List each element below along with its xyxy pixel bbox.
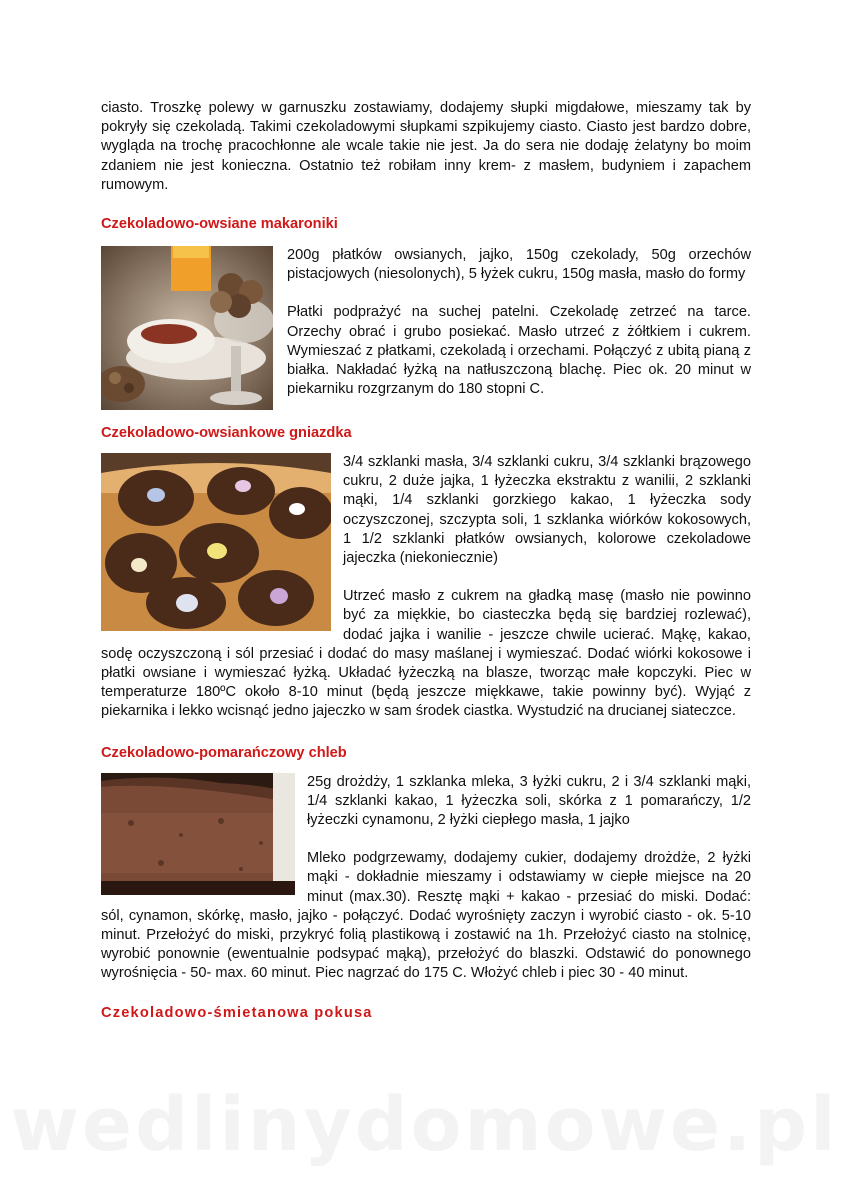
recipe-method: Utrzeć masło z cukrem na gładką masę (masło nie powinno być za miękkie, bo ciasteczka będą się bardziej rozlewać), dodać jajka i wanilie - jeszcze chwile ucierać. Mąkę, kakao, sodę oczyszczoną i sól przesiać i dodać do masy maślanej i wymieszać. Dodać wiórki kokosowe i płatki owsiane i wymieszać łyżką. Układać łyżeczką na blasze, tworząc małe kopczyki. Piec w temperaturze 180ºC około 8-10 minut (będą jeszcze miękkawe, takie powinny być). Wyjąć z piekarnika i lekko wcisnąć jedno jajeczko w sam środek ciastka. Wystudzić na drucianej siateczce. bbox=[101, 588, 751, 720]
recipe-section bbox=[101, 215, 751, 410]
nests-cookies-photo bbox=[101, 453, 331, 631]
intro-paragraph: ciasto. Troszkę polewy w garnuszku zostawiamy, dodajemy słupki migdałowe, mieszamy tak by pokryły się czekoladą. Takimi czekoladowymi słupkami szpikujemy ciasto. Ciasto jest bardzo dobre, wygląda na trochę pracochłonne ale wcale takie nie jest. Ja do sera nie dodaję żelatyny bo moim zdaniem nie jest konieczna. Ostatnio też robiłam inny krem- z masłem, budyniem i zapachem rumowym. bbox=[101, 100, 751, 193]
recipe-ingredients: 25g drożdży, 1 szklanka mleka, 3 łyżki cukru, 2 i 3/4 szklanki mąki, 1/4 szklanki kakao, 1 łyżeczka soli, skórka z 1 pomarańczy, 1/2 łyżeczki cynamonu, 2 łyżki ciepłego masła, 1 jajko bbox=[307, 773, 751, 829]
recipe-ingredients: 200g płatków owsianych, jajko, 150g czekolady, 50g orzechów pistacjowych (niesolonych), 5 łyżek cukru, 150g masła, masło do formy bbox=[287, 247, 751, 283]
recipe-section bbox=[101, 1004, 751, 1023]
recipe-section bbox=[101, 424, 751, 722]
document-page bbox=[101, 99, 751, 1023]
recipe-method: Mleko podgrzewamy, dodajemy cukier, dodajemy drożdże, 2 łyżki mąki - dokładnie mieszamy i odstawiamy w ciepłe miejsce na 20 minut (max.30). Resztę mąki + kakao - przesiać do miski. Dodać: sól, cynamon, skórkę, masło, jajko - połączyć. Dodać wyrośnięty zaczyn i wyrobić ciasto - ok. 5-10 minut. Przełożyć do miski, przykryć folią plastikową i zostawić na 1h. Przełożyć ciasto na stolnicę, wyrobić ponownie (ewentualnie podsypać mąką), przełożyć do blaszki. Odstawić do ponownego wyrośnięcia - 50- max. 60 minut. Piec nagrzać do 175 C. Włożyć chleb i piec 30 - 40 minut. bbox=[101, 850, 751, 982]
recipe-method: Płatki podprażyć na suchej patelni. Czekoladę zetrzeć na tarce. Orzechy obrać i grubo posiekać. Masło utrzeć z żółtkiem i cukrem. Wymieszać z płatkami, czekoladą i orzechami. Połączyć z ubitą pianą z białka. Nakładać łyżką na natłuszczoną blachę. Piec ok. 20 minut w piekarniku rozgrzanym do 180 stopni C. bbox=[287, 304, 751, 398]
recipe-section bbox=[101, 744, 751, 984]
recipe-ingredients: 3/4 szklanki masła, 3/4 szklanki cukru, 3/4 szklanki brązowego cukru, 2 duże jajka, 1 łyżeczka ekstraktu z wanilii, 2 szklanki mąki, 1/4 szklanki gorzkiego kakao, 1 łyżeczka sody oczyszczonej, szczypta soli, 1 szklanka wiórków kokosowych, 1 1/2 szklanki płatków owsianych, kolorowe czekoladowe jajeczka (niekoniecznie) bbox=[343, 454, 751, 567]
recipe-title: Czekoladowo-owsiankowe gniazdka bbox=[101, 425, 352, 442]
macaroons-photo bbox=[101, 246, 273, 410]
chocolate-bread-photo bbox=[101, 773, 295, 895]
recipe-title: Czekoladowo-pomarańczowy chleb bbox=[101, 744, 347, 761]
recipe-title: Czekoladowo-śmietanowa pokusa bbox=[101, 1004, 373, 1021]
recipe-title: Czekoladowo-owsiane makaroniki bbox=[101, 216, 338, 233]
watermark: wedlinydomowe.pl bbox=[10, 1082, 839, 1168]
